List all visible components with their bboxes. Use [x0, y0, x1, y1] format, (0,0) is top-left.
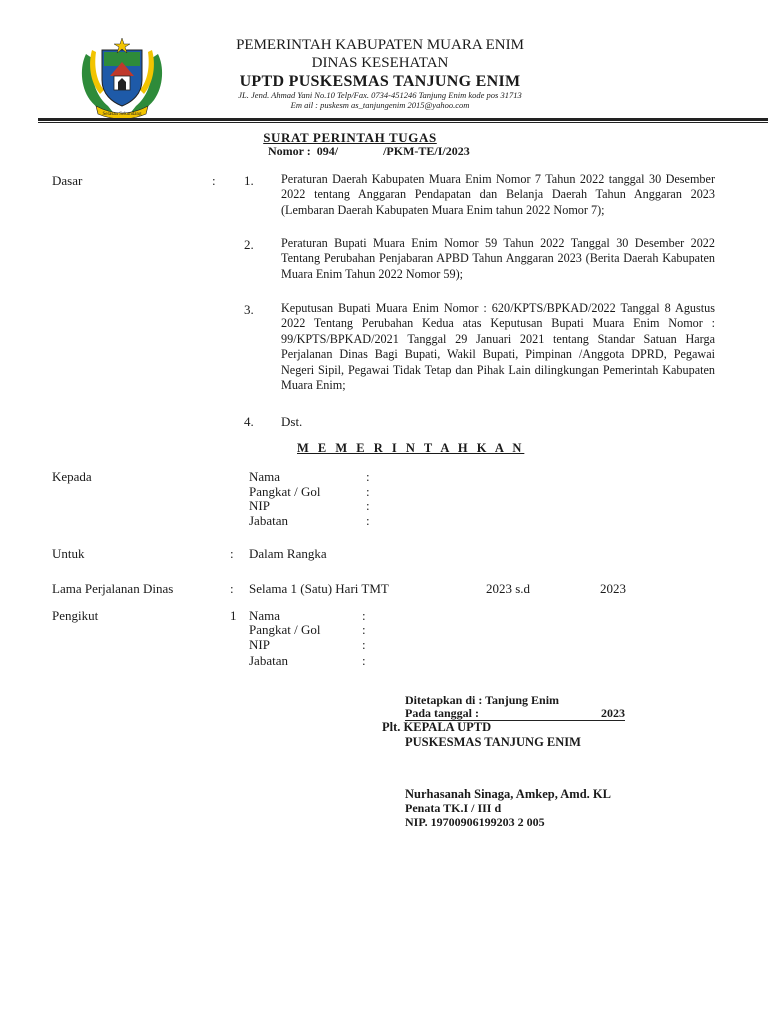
untuk-label: Untuk — [52, 546, 85, 561]
header-email: Em ail : puskesm as_tanjungenim 2015@yahoo.com — [290, 100, 470, 110]
sig-plt: Plt. KEPALA UPTD — [382, 720, 492, 734]
kepada-colon-jabatan: : — [366, 513, 370, 528]
dasar-item-3: Keputusan Bupati Muara Enim Nomor : 620/KPTS/BPKAD/2022 Tanggal 8 Agustus 2022 Tentang Perubahan Kedua atas Keputusan Bupati Muara Enim Nomor : 99/KPTS/BPKAD/2021 Tanggal 29 Januari 2021 tentang Standar Satuan Harga Perjalanan Dinas Bagi Bupati, Wakil Bupati, Pimpinan /Anggota DPRD, Pegawai Negeri Sipil, Pegawai Tidak Tetap dan Pihak Lain dilingkungan Pemerintah Kabupaten Muara Enim; — [281, 301, 715, 393]
header-unit: UPTD PUSKESMAS TANJUNG ENIM — [239, 73, 521, 90]
pengikut-colon-jabatan: : — [362, 653, 366, 668]
lama-value: Selama 1 (Satu) Hari TMT — [249, 581, 389, 596]
untuk-colon: : — [230, 546, 234, 561]
kepada-colon-nama: : — [366, 469, 370, 484]
sig-name: Nurhasanah Sinaga, Amkep, Amd. KL — [405, 787, 611, 801]
sig-unit: PUSKESMAS TANJUNG ENIM — [405, 735, 581, 749]
untuk-value: Dalam Rangka — [249, 546, 327, 561]
sig-pada-tanggal-line — [405, 706, 625, 721]
header-address: JL. Jend. Ahmad Yani No.10 Telp/Fax. 0734-451246 Tanjung Enim kode pos 31713 — [238, 90, 522, 100]
dasar-item-4: Dst. — [281, 414, 303, 429]
lama-label: Lama Perjalanan Dinas — [52, 581, 174, 596]
lama-colon: : — [230, 581, 234, 596]
kepada-field-jabatan: Jabatan — [249, 513, 288, 528]
dasar-item-2: Peraturan Bupati Muara Enim Nomor 59 Tahun 2022 Tanggal 30 Desember 2022 Tentang Perubahan Penjabaran APBD Tahun Anggaran 2023 (Berita Daerah Kabupaten Muara Enim Tahun 2022 Nomor 59); — [281, 236, 715, 281]
pengikut-colon-nip: : — [362, 637, 366, 652]
pengikut-label: Pengikut — [52, 608, 99, 623]
kepada-field-nama: Nama — [249, 469, 281, 484]
pengikut-field-nip: NIP — [249, 637, 270, 652]
dasar-num-1: 1. — [244, 173, 254, 188]
pengikut-field-nama: Nama — [249, 608, 281, 623]
document-title: SURAT PERINTAH TUGAS — [263, 130, 437, 145]
pengikut-field-jabatan: Jabatan — [249, 653, 288, 668]
sig-pada-label: Pada tanggal : — [405, 706, 480, 720]
sig-pada-year: 2023 — [601, 706, 625, 720]
header-agency: DINAS KESEHATAN — [311, 55, 449, 71]
kepada-label: Kepada — [52, 469, 92, 484]
document-number: Nomor : 094/ /PKM-TE/I/2023 — [268, 144, 470, 158]
memerintahkan-heading: M E M E R I N T A H K A N — [297, 441, 525, 455]
dasar-num-2: 2. — [244, 237, 254, 252]
sig-ditetapkan: Ditetapkan di : Tanjung Enim — [405, 693, 560, 707]
lama-to-year: 2023 — [600, 581, 626, 596]
dasar-colon: : — [212, 173, 216, 188]
pengikut-field-pangkat: Pangkat / Gol — [249, 622, 321, 637]
pengikut-num: 1 — [230, 608, 237, 623]
sig-nip: NIP. 19700906199203 2 005 — [405, 815, 545, 829]
header-rule-thick — [38, 118, 768, 121]
dasar-num-4: 4. — [244, 414, 254, 429]
dasar-item-1: Peraturan Daerah Kabupaten Muara Enim Nomor 7 Tahun 2022 tanggal 30 Desember 2022 tentang Anggaran Pendapatan dan Belanja Daerah Tahun Anggaran 2023 (Lembaran Daerah Kabupaten Muara Enim tahun 2022 Nomor 7); — [281, 172, 715, 217]
regency-emblem-icon — [78, 36, 166, 122]
pengikut-colon-nama: : — [362, 608, 366, 623]
header-rule-thin — [38, 122, 768, 123]
kepada-field-nip: NIP — [249, 498, 270, 513]
regency-logo — [78, 36, 166, 122]
dasar-num-3: 3. — [244, 302, 254, 317]
kepada-field-pangkat: Pangkat / Gol — [249, 484, 321, 499]
kepada-colon-nip: : — [366, 498, 370, 513]
header-government: PEMERINTAH KABUPATEN MUARA ENIM — [236, 37, 524, 53]
logo-ribbon-text: Serasan Sekundang — [102, 112, 142, 117]
pengikut-colon-pangkat: : — [362, 622, 366, 637]
dasar-label: Dasar — [52, 173, 83, 188]
kepada-colon-pangkat: : — [366, 484, 370, 499]
lama-from-year: 2023 s.d — [486, 581, 531, 596]
sig-rank: Penata TK.I / III d — [405, 801, 502, 815]
